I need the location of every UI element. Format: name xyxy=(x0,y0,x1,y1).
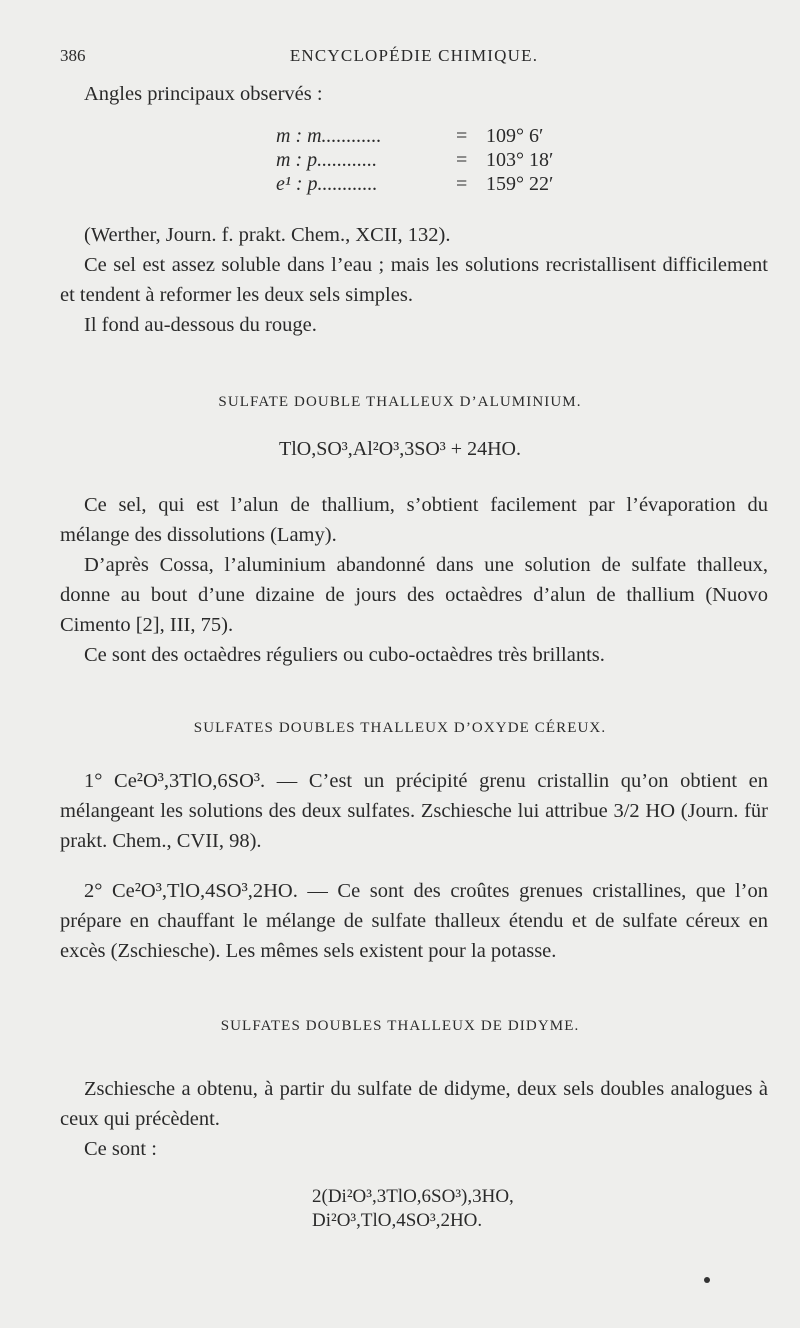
text-block-alun xyxy=(60,490,768,670)
angle-row: m : m............ = 109° 6′ xyxy=(276,125,544,147)
paragraph-cossa: D’après Cossa, l’aluminium abandonné dans une solution de sulfate thalleux, donne au bout d’une dizaine de jours des octaèdres d’alun de thallium (Nuovo Cimento [2], III, 75). xyxy=(60,554,768,636)
angle-value: 159° 22′ xyxy=(486,173,554,195)
angle-row: e¹ : p............ = 159° 22′ xyxy=(276,173,554,195)
ink-speck xyxy=(704,1277,710,1283)
paragraph-ce-sont: Ce sont : xyxy=(84,1138,157,1160)
section-title-cereux: SULFATES DOUBLES THALLEUX D’OXYDE CÉREUX. xyxy=(193,720,607,736)
angle-label: m : p............ xyxy=(276,149,378,171)
formula-didyme-2: Di²O³,TlO,4SO³,2HO. xyxy=(312,1210,483,1231)
paragraph-cereux-2: 2° Ce²O³,TlO,4SO³,2HO. — Ce sont des croûtes grenues cristallines, que l’on prépare en chauffant le mélange de sulfate thalleux étendu et de sulfate céreux en excès (Zschiesche). Les mêmes sels existent pour la potasse. xyxy=(60,880,768,962)
formula-didyme-1: 2(Di²O³,3TlO,6SO³),3HO, xyxy=(312,1186,514,1207)
paragraph-didyme: Zschiesche a obtenu, à partir du sulfate de didyme, deux sels doubles analogues à ceux qui précèdent. xyxy=(60,1078,768,1130)
paragraph-solubility: Ce sel est assez soluble dans l’eau ; mais les solutions recristallisent difficilement et tendent à reformer les deux sels simples. xyxy=(60,254,768,306)
section-title-aluminium: SULFATE DOUBLE THALLEUX D’ALUMINIUM. xyxy=(218,394,582,410)
paragraph-alun: Ce sel, qui est l’alun de thallium, s’obtient facilement par l’évaporation du mélange des dissolutions (Lamy). xyxy=(60,494,768,546)
text-block-cereux-1 xyxy=(60,766,768,856)
paragraph-cereux-1: 1° Ce²O³,3TlO,6SO³. — C’est un précipité grenu cristallin qu’on obtient en mélangeant les solutions des deux sulfates. Zschiesche lui attribue 3/2 HO (Journ. für prakt. Chem., CVII, 98). xyxy=(60,770,768,852)
angle-row: m : p............ = 103° 18′ xyxy=(276,149,554,171)
angle-value: 103° 18′ xyxy=(486,149,554,171)
text-block-werther xyxy=(60,220,768,340)
angles-intro: Angles principaux observés : xyxy=(84,83,323,105)
werther-reference: (Werther, Journ. f. prakt. Chem., XCII, 132). xyxy=(84,224,451,246)
paragraph-melting: Il fond au-dessous du rouge. xyxy=(84,314,317,336)
page-number: 386 xyxy=(60,46,86,65)
text-block-didyme xyxy=(60,1074,768,1164)
running-title: ENCYCLOPÉDIE CHIMIQUE. xyxy=(289,46,539,65)
angle-label: e¹ : p............ xyxy=(276,173,378,195)
page-header xyxy=(60,46,768,70)
section-title-didyme: SULFATES DOUBLES THALLEUX DE DIDYME. xyxy=(220,1018,580,1034)
paragraph-octaedres: Ce sont des octaèdres réguliers ou cubo-octaèdres très brillants. xyxy=(84,644,605,666)
text-block-cereux-2 xyxy=(60,876,768,966)
angle-value: 109° 6′ xyxy=(486,125,544,147)
formula-alun: TlO,SO³,Al²O³,3SO³ + 24HO. xyxy=(279,438,521,460)
angle-label: m : m............ xyxy=(276,125,382,147)
